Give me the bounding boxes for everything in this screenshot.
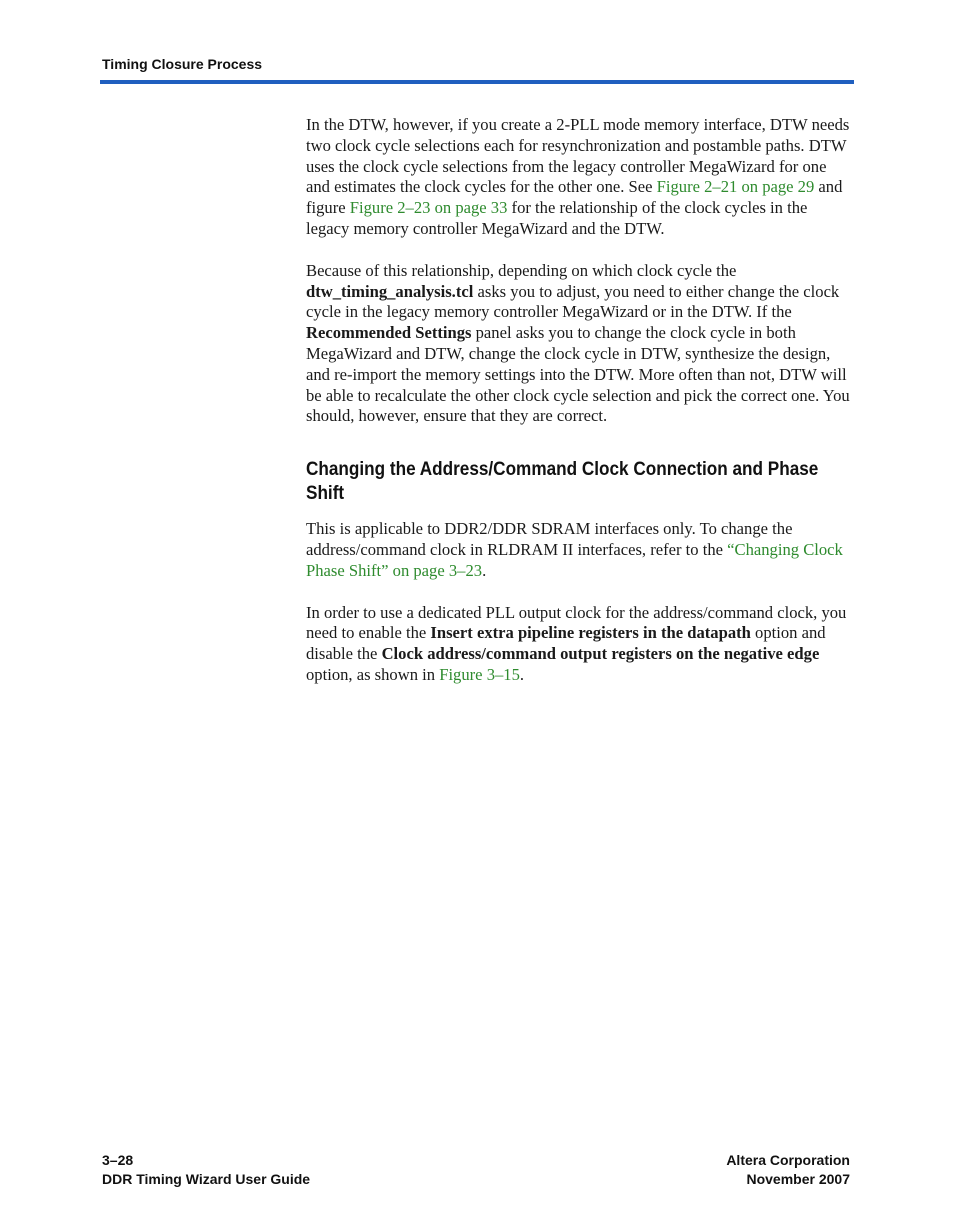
text-run: option, as shown in xyxy=(306,664,440,684)
bold-script-name: dtw_timing_analysis.tcl xyxy=(306,281,474,301)
text-run: In the DTW, however, if you create a 2-PLL mode memory interface, DTW needs two clock cycle selections each for resynchronization and postamble paths. DTW uses the clock cycle selections from the legacy controller MegaWizard for one and estimates the clock cycles for the other one. See xyxy=(306,115,850,197)
text-run: This is applicable to DDR2/DDR SDRAM interfaces only. To change the address/command clock in RLDRAM II interfaces, refer to the xyxy=(306,519,793,559)
text-run: for the relationship of the clock cycles in the legacy memory controller MegaWizard and the DTW. xyxy=(306,198,808,238)
bold-insert-pipeline-option: Insert extra pipeline registers in the datapath xyxy=(430,623,751,643)
footer-doc-title: DDR Timing Wizard User Guide xyxy=(102,1171,311,1187)
text-run: asks you to adjust, you need to either change the clock cycle in the legacy memory controller MegaWizard or in the DTW. If the xyxy=(306,281,840,322)
bold-recommended-settings: Recommended Settings xyxy=(306,323,472,343)
footer-date: November 2007 xyxy=(746,1171,850,1187)
text-run: and figure xyxy=(306,177,843,218)
bold-clock-negative-edge-option: Clock address/command output registers on the negative edge xyxy=(381,644,820,664)
section-heading: Changing the Address/Command Clock Connection and Phase Shift xyxy=(306,458,819,505)
text-run: Because of this relationship, depending on which clock cycle the xyxy=(306,260,737,280)
paragraph-applicability xyxy=(306,519,854,581)
body-column xyxy=(306,115,854,707)
header-rule xyxy=(100,80,854,84)
link-figure-2-21[interactable]: Figure 2–21 on page 29 xyxy=(656,177,815,197)
link-figure-2-23[interactable]: Figure 2–23 on page 33 xyxy=(349,198,508,218)
text-run: In order to use a dedicated PLL output clock for the address/command clock, you need to enable the xyxy=(306,602,847,643)
page-number: 3–28 xyxy=(102,1152,134,1168)
link-changing-clock-phase-shift[interactable]: “Changing Clock Phase Shift” on page 3–23 xyxy=(306,539,843,580)
running-header-title: Timing Closure Process xyxy=(102,56,263,72)
paragraph-relationship xyxy=(306,261,854,427)
paragraph-2pll-clock-cycles xyxy=(306,115,854,240)
footer-right xyxy=(726,1151,850,1189)
text-run: option and disable the xyxy=(306,623,826,664)
footer-left xyxy=(102,1151,310,1189)
footer-company: Altera Corporation xyxy=(726,1152,850,1168)
paragraph-dedicated-pll xyxy=(306,603,854,686)
text-run: panel asks you to change the clock cycle in both MegaWizard and DTW, change the clock cycle in DTW, synthesize the design, and re-import the memory settings into the DTW. More often than not, DTW will be able to recalculate the other clock cycle selection and pick the correct one. You should, however, ensure that they are correct. xyxy=(306,323,850,426)
text-run: . xyxy=(482,560,487,580)
text-run: . xyxy=(519,664,525,684)
link-figure-3-15[interactable]: Figure 3–15 xyxy=(439,664,520,684)
